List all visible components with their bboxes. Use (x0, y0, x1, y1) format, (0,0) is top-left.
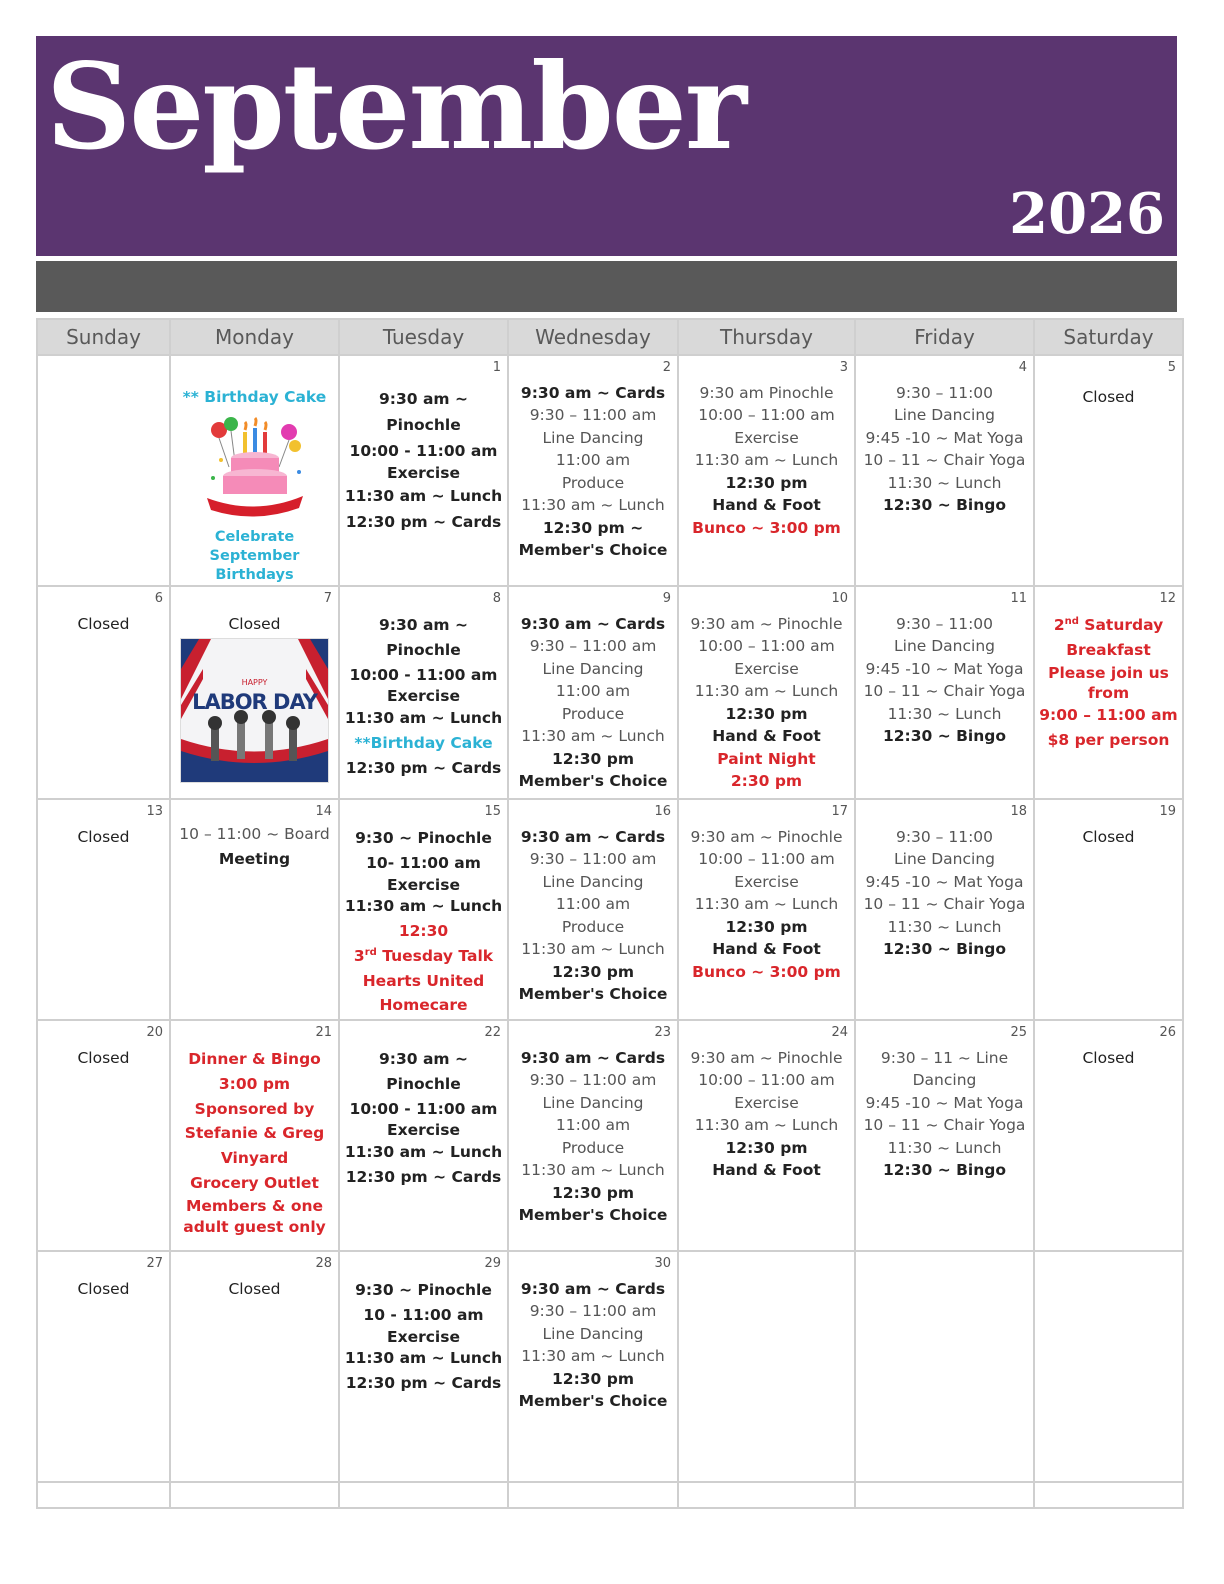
day-number: 27 (146, 1256, 163, 1271)
event-line: Exercise (387, 1121, 460, 1140)
day-cell-empty (508, 1482, 678, 1508)
event-line: 9:30 am ~ Pinochle (690, 615, 843, 633)
event-line: 11:30 am ~ Lunch (694, 682, 839, 701)
event-line: 10 – 11 ~ Chair Yoga (863, 451, 1026, 470)
event-line: Line Dancing (542, 659, 644, 678)
event-line: Line Dancing (894, 850, 995, 869)
day-number: 30 (654, 1256, 671, 1271)
day-cell-empty (678, 1251, 855, 1482)
day-number: 22 (484, 1025, 501, 1040)
event-line: 11:30 am ~ Lunch (521, 496, 665, 515)
day-cell-6 (37, 586, 170, 799)
closed-label: Closed (1082, 388, 1135, 406)
closed-label: Closed (1082, 828, 1135, 846)
day-cell-empty (170, 1482, 339, 1508)
day-number: 2 (662, 360, 671, 375)
event-line: 11:30 ~ Lunch (887, 917, 1002, 936)
event-line: 9:30 – 11:00 am (529, 1071, 657, 1090)
event-line: Member's Choice (518, 985, 668, 1004)
day-cell-26 (1034, 1020, 1183, 1251)
event-line: 11:00 am (555, 451, 631, 470)
event-line: 11:30 am ~ Lunch (694, 451, 839, 470)
event-line: Exercise (387, 1327, 460, 1346)
day-number: 24 (831, 1025, 848, 1040)
closed-label: Closed (77, 1049, 130, 1067)
event-line: 12:30 pm (725, 704, 808, 723)
day-number: 18 (1010, 804, 1027, 819)
day-cell-17 (678, 799, 855, 1020)
event-line: 12:30 pm (552, 1369, 634, 1388)
day-cell-empty (855, 1482, 1034, 1508)
event-line: 9:30 am ~ Pinochle (379, 1050, 468, 1093)
event-line-highlight: Please join us (1048, 663, 1169, 682)
event-line: 9:45 -10 ~ Mat Yoga (865, 1093, 1024, 1112)
event-line: 11:00 am (555, 895, 631, 914)
event-line: Exercise (734, 659, 799, 678)
event-line-highlight: Dinner & Bingo (188, 1050, 321, 1068)
birthday-cake-icon (199, 412, 311, 524)
birthday-cake-label: **Birthday Cake (354, 733, 493, 752)
event-line-highlight: Sponsored by (194, 1099, 315, 1118)
day-number: 5 (1167, 360, 1176, 375)
calendar-grid (36, 318, 1184, 1509)
event-line: 9:30 – 11:00 (895, 615, 994, 633)
event-line: 9:30 – 11 ~ Line (880, 1049, 1009, 1067)
day-cell-4 (855, 355, 1034, 586)
event-line-highlight: Grocery Outlet (190, 1173, 319, 1192)
event-line: Exercise (387, 875, 460, 894)
day-cell-8 (339, 586, 508, 799)
event-line: 10 – 11 ~ Chair Yoga (863, 682, 1026, 701)
day-cell-18 (855, 799, 1034, 1020)
header-band (36, 261, 1177, 312)
event-line: 12:30 pm (552, 749, 634, 768)
week-row-3 (37, 799, 1183, 1020)
day-number: 17 (831, 804, 848, 819)
event-line: 10 – 11 ~ Chair Yoga (863, 1116, 1026, 1135)
closed-label: Closed (1082, 1049, 1135, 1067)
event-line: 12:30 ~ Bingo (882, 1161, 1007, 1180)
event-line: 10:00 - 11:00 am (349, 442, 498, 461)
day-cell-19 (1034, 799, 1183, 1020)
year-title: 2026 (1009, 181, 1165, 247)
day-number: 8 (492, 591, 501, 606)
event-line: 10:00 – 11:00 am (698, 1071, 835, 1090)
event-line: 9:45 -10 ~ Mat Yoga (865, 872, 1024, 891)
event-line: 11:30 am ~ Lunch (344, 1349, 503, 1368)
closed-label: Closed (77, 828, 130, 846)
event-line: 12:30 ~ Bingo (882, 496, 1007, 515)
event-line: Hand & Foot (712, 727, 821, 746)
event-line: Hand & Foot (712, 940, 821, 959)
event-line: 9:30 am ~ Pinochle (379, 390, 468, 435)
event-line: Member's Choice (518, 1392, 668, 1411)
event-line: 12:30 pm ~ Cards (345, 512, 502, 531)
event-line: 10 – 11 ~ Chair Yoga (863, 895, 1026, 914)
event-line: 9:30 am ~ Pinochle (379, 616, 468, 659)
event-line: Dancing (912, 1071, 977, 1090)
day-cell-9 (508, 586, 678, 799)
event-line: Line Dancing (542, 428, 644, 447)
labor-day-image (180, 638, 329, 783)
labor-day-title: LABOR DAY (192, 690, 317, 715)
event-line: Line Dancing (894, 406, 995, 425)
day-cell-empty (678, 1482, 855, 1508)
event-line: 11:30 am ~ Lunch (344, 708, 503, 727)
day-number: 10 (831, 591, 848, 606)
weekday-monday: Monday (170, 319, 339, 355)
day-cell-15 (339, 799, 508, 1020)
event-line: 11:30 ~ Lunch (887, 473, 1002, 492)
event-line: 9:30 am ~ Pinochle (690, 828, 843, 846)
weekday-thursday: Thursday (678, 319, 855, 355)
event-line: Member's Choice (518, 772, 668, 791)
event-line: 12:30 pm ~ Cards (345, 1167, 502, 1186)
event-line: Line Dancing (542, 1093, 644, 1112)
day-cell-23 (508, 1020, 678, 1251)
event-line: 12:30 pm (725, 1138, 808, 1157)
event-line: 9:30 ~ Pinochle (355, 1281, 492, 1299)
event-line: 11:30 am ~ Lunch (694, 895, 839, 914)
day-cell-empty (855, 1251, 1034, 1482)
day-number: 29 (484, 1256, 501, 1271)
day-cell-25 (855, 1020, 1034, 1251)
day-number: 14 (315, 804, 332, 819)
closed-label: Closed (228, 615, 281, 633)
event-line: 11:30 am ~ Lunch (521, 940, 665, 959)
title-banner (36, 36, 1177, 256)
event-line: 11:00 am (555, 682, 631, 701)
day-number: 13 (146, 804, 163, 819)
weekday-saturday: Saturday (1034, 319, 1183, 355)
day-cell-7 (170, 586, 339, 799)
event-line: Hand & Foot (712, 1161, 821, 1180)
event-line-highlight: Bunco ~ 3:00 pm (692, 518, 841, 537)
weekday-wednesday: Wednesday (508, 319, 678, 355)
event-line: 11:30 am ~ Lunch (694, 1116, 839, 1135)
day-cell-empty-mon (170, 355, 339, 586)
weekday-header-row (37, 319, 1183, 355)
event-line: 12:30 pm ~ Cards (345, 758, 502, 777)
event-line: 12:30 pm (725, 473, 808, 492)
event-line: 12:30 pm ~ (542, 518, 644, 537)
day-number: 23 (654, 1025, 671, 1040)
closed-label: Closed (228, 1280, 281, 1298)
day-cell-14 (170, 799, 339, 1020)
day-cell-16 (508, 799, 678, 1020)
day-cell-30 (508, 1251, 678, 1482)
day-number: 11 (1010, 591, 1027, 606)
day-cell-20 (37, 1020, 170, 1251)
day-number: 6 (154, 591, 163, 606)
day-cell-13 (37, 799, 170, 1020)
event-line: Produce (561, 704, 625, 723)
day-number: 3 (839, 360, 848, 375)
event-line-highlight: Members & one (185, 1196, 324, 1215)
day-number: 25 (1010, 1025, 1027, 1040)
closed-label: Closed (77, 1280, 130, 1298)
event-line: 10:00 – 11:00 am (698, 406, 835, 425)
event-line: 11:30 am ~ Lunch (521, 1161, 665, 1180)
event-line: 11:30 ~ Lunch (887, 704, 1002, 723)
birthday-cake-label: ** Birthday Cake (182, 388, 327, 406)
event-line-highlight: 3:00 pm (218, 1074, 291, 1093)
event-line: 9:30 am ~ Cards (520, 828, 666, 846)
event-line: Member's Choice (518, 541, 668, 560)
event-line-highlight: 2nd Saturday (1053, 615, 1164, 634)
event-line: Line Dancing (894, 637, 995, 656)
day-cell-29 (339, 1251, 508, 1482)
event-line: 11:30 am ~ Lunch (344, 1142, 503, 1161)
event-line-highlight: Bunco ~ 3:00 pm (692, 962, 841, 981)
event-line: 9:30 am ~ Cards (520, 615, 666, 633)
celebrate-birthdays-note: Celebrate September Birthdays (209, 529, 300, 584)
day-cell-3 (678, 355, 855, 586)
event-line: 11:00 am (555, 1116, 631, 1135)
closed-label: Closed (77, 615, 130, 633)
week-row-2 (37, 586, 1183, 799)
event-line: 9:30 – 11:00 am (529, 850, 657, 869)
event-line: 9:30 am ~ Cards (520, 384, 666, 402)
event-line: Line Dancing (542, 1324, 644, 1343)
day-number: 16 (654, 804, 671, 819)
event-line: 10:00 - 11:00 am (349, 1099, 498, 1118)
day-number: 7 (323, 591, 332, 606)
event-line: Exercise (387, 464, 460, 483)
day-cell-empty (339, 1482, 508, 1508)
week-row-1 (37, 355, 1183, 586)
event-line: Exercise (734, 872, 799, 891)
event-line-highlight: Hearts United (362, 971, 485, 990)
event-line: Exercise (734, 428, 799, 447)
event-line: 11:30 am ~ Lunch (521, 1347, 665, 1366)
day-cell-5 (1034, 355, 1183, 586)
day-number: 1 (492, 360, 501, 375)
day-number: 20 (146, 1025, 163, 1040)
event-line: 10 – 11:00 ~ Board (179, 825, 330, 843)
event-line: 11:30 am ~ Lunch (344, 486, 503, 505)
event-line: 9:30 ~ Pinochle (355, 829, 492, 847)
day-number: 21 (315, 1025, 332, 1040)
event-line: 11:30 am ~ Lunch (521, 727, 665, 746)
day-number: 9 (662, 591, 671, 606)
event-line-highlight: Breakfast (1066, 640, 1151, 659)
day-number: 28 (315, 1256, 332, 1271)
day-number: 19 (1159, 804, 1176, 819)
event-line-highlight: from (1087, 683, 1130, 702)
labor-day-happy: HAPPY (241, 678, 268, 688)
day-cell-empty (1034, 1482, 1183, 1508)
day-number: 15 (484, 804, 501, 819)
event-line: 10 - 11:00 am (363, 1305, 484, 1324)
event-line: 11:30 ~ Lunch (887, 1138, 1002, 1157)
day-cell-empty (37, 1482, 170, 1508)
event-line: 9:30 – 11:00 (895, 384, 994, 402)
event-line-highlight: Stefanie & Greg (184, 1124, 325, 1143)
event-line-highlight: 2:30 pm (730, 772, 803, 791)
weekday-tuesday: Tuesday (339, 319, 508, 355)
week-row-5 (37, 1251, 1183, 1482)
week-row-4 (37, 1020, 1183, 1251)
event-line: 11:30 am ~ Lunch (344, 897, 503, 916)
day-cell-27 (37, 1251, 170, 1482)
event-line-highlight: 3rd Tuesday Talk (353, 946, 494, 965)
event-line: 9:45 -10 ~ Mat Yoga (865, 428, 1024, 447)
event-line: 10:00 - 11:00 am (349, 665, 498, 684)
weekday-sunday: Sunday (37, 319, 170, 355)
event-line-highlight: 12:30 (398, 921, 449, 940)
day-cell-22 (339, 1020, 508, 1251)
month-title: September (46, 37, 745, 176)
event-line: 9:30 am Pinochle (699, 384, 834, 402)
event-line: 9:30 – 11:00 am (529, 637, 657, 656)
day-number: 4 (1018, 360, 1027, 375)
day-number: 12 (1159, 591, 1176, 606)
day-cell-2 (508, 355, 678, 586)
day-cell-empty (37, 355, 170, 586)
event-line-highlight: 9:00 – 11:00 am (1039, 705, 1178, 724)
event-line: Meeting (218, 849, 291, 868)
day-cell-10 (678, 586, 855, 799)
day-cell-empty (1034, 1251, 1183, 1482)
event-line: Produce (561, 917, 625, 936)
day-cell-24 (678, 1020, 855, 1251)
event-line: 12:30 pm (552, 962, 634, 981)
event-line: Hand & Foot (712, 496, 821, 515)
event-line: 12:30 ~ Bingo (882, 940, 1007, 959)
day-cell-12 (1034, 586, 1183, 799)
event-line: 9:30 am ~ Cards (520, 1049, 666, 1067)
weekday-friday: Friday (855, 319, 1034, 355)
day-cell-1 (339, 355, 508, 586)
event-line: 12:30 pm ~ Cards (345, 1373, 502, 1392)
event-line: 12:30 pm (552, 1183, 634, 1202)
event-line: Exercise (387, 687, 460, 706)
event-line: Line Dancing (542, 872, 644, 891)
event-line-highlight: adult guest only (183, 1218, 326, 1237)
day-cell-28 (170, 1251, 339, 1482)
day-number: 26 (1159, 1025, 1176, 1040)
event-line: 9:30 – 11:00 am (529, 1302, 657, 1321)
day-cell-21 (170, 1020, 339, 1251)
day-cell-11 (855, 586, 1034, 799)
event-line: Member's Choice (518, 1206, 668, 1225)
event-line: Produce (561, 1138, 625, 1157)
event-line-highlight: $8 per person (1047, 730, 1170, 749)
week-row-6 (37, 1482, 1183, 1508)
event-line: 9:30 am ~ Pinochle (690, 1049, 843, 1067)
event-line: 9:30 am ~ Cards (520, 1280, 666, 1298)
event-line: 9:45 -10 ~ Mat Yoga (865, 659, 1024, 678)
event-line: 10:00 – 11:00 am (698, 850, 835, 869)
event-line-highlight: Paint Night (717, 749, 816, 768)
event-line-highlight: Vinyard (220, 1149, 289, 1168)
event-line: Produce (561, 473, 625, 492)
event-line: 12:30 pm (725, 917, 808, 936)
event-line: Exercise (734, 1093, 799, 1112)
event-line: 10- 11:00 am (366, 853, 481, 872)
event-line-highlight: Homecare (379, 996, 468, 1015)
event-line: 9:30 – 11:00 am (529, 406, 657, 425)
event-line: 12:30 ~ Bingo (882, 727, 1007, 746)
event-line: 10:00 – 11:00 am (698, 637, 835, 656)
event-line: 9:30 – 11:00 (895, 828, 994, 846)
